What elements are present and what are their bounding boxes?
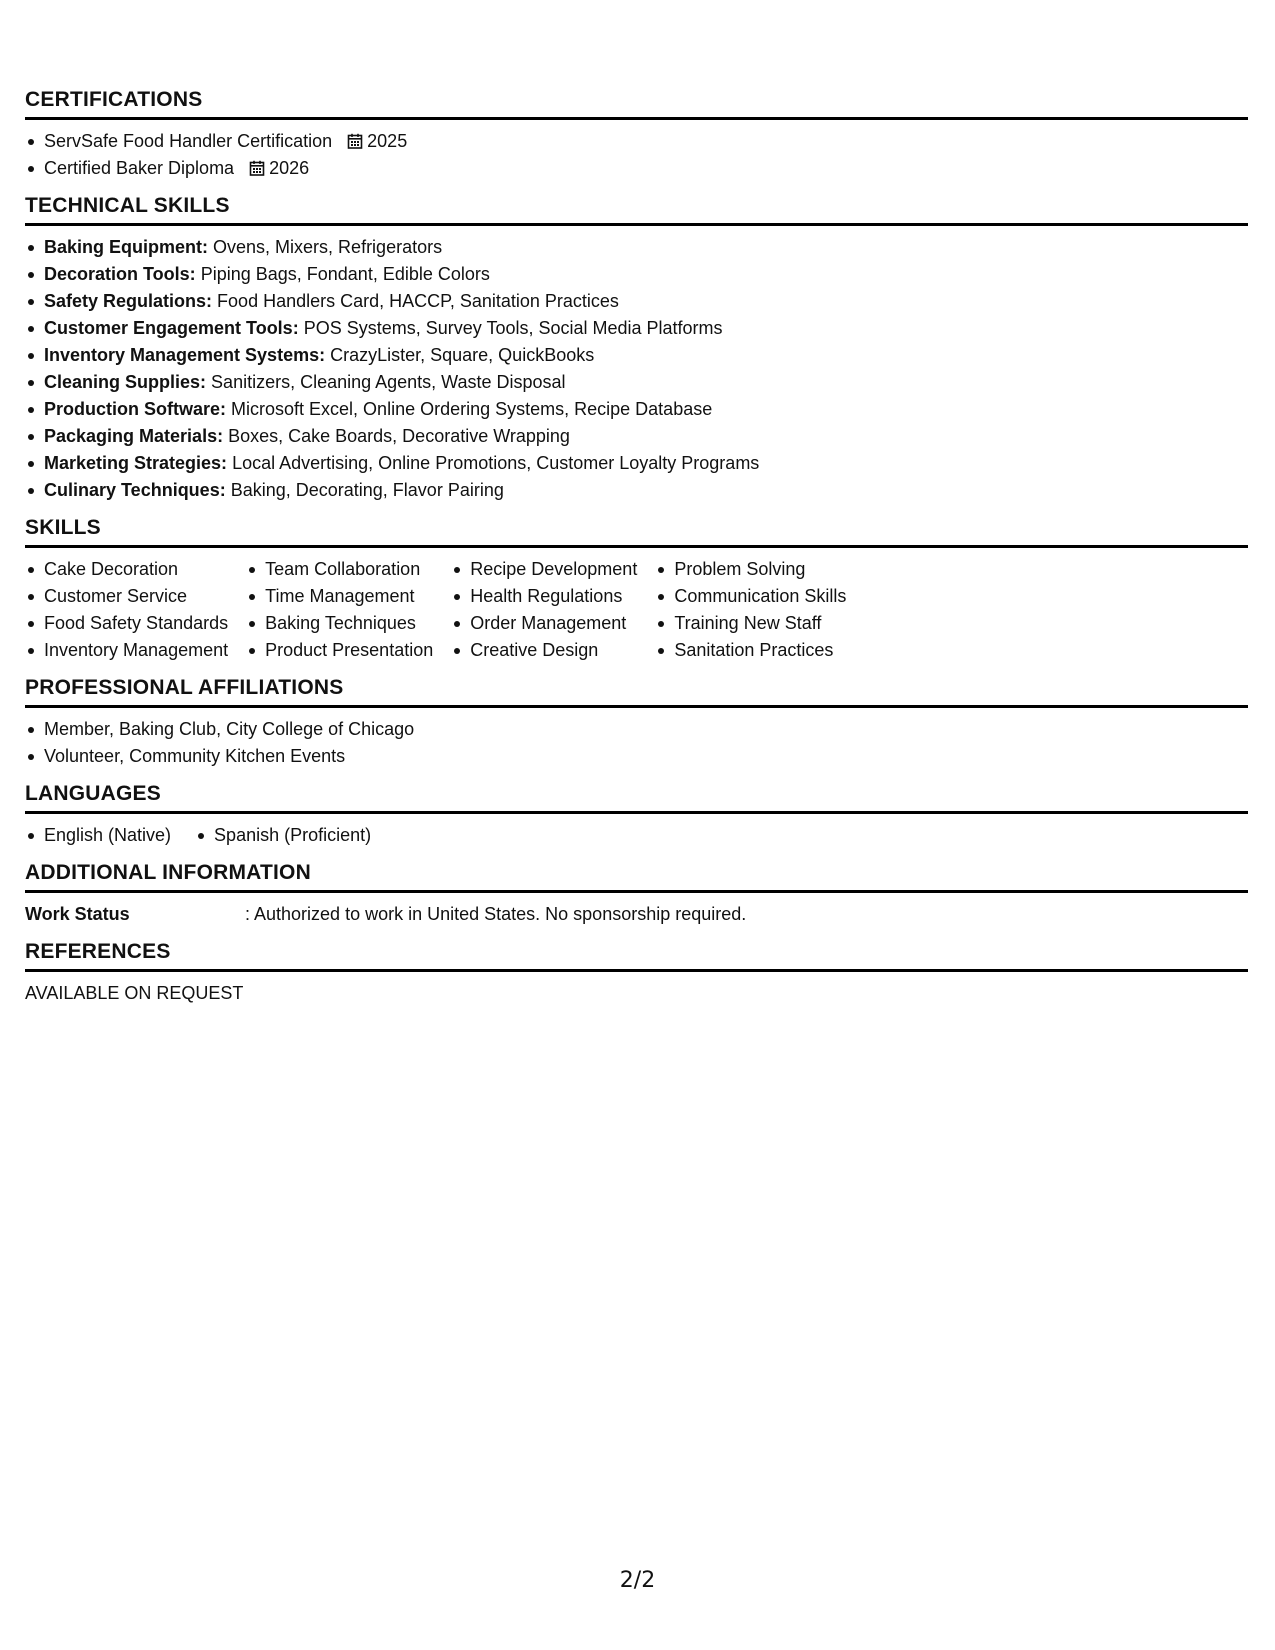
resume-page (25, 88, 1248, 1019)
technical-skills-list (25, 234, 1248, 504)
skill-values: Boxes, Cake Boards, Decorative Wrapping (228, 426, 570, 446)
skill-category: Marketing Strategies: (44, 453, 228, 473)
list-item (25, 288, 1248, 315)
list-item (25, 155, 1248, 182)
list-item: Time Management (246, 583, 433, 610)
list-item: Food Safety Standards (25, 610, 228, 637)
list-item: Problem Solving (655, 556, 846, 583)
work-status-value: : Authorized to work in United States. No sponsorship required. (245, 904, 747, 924)
list-item (25, 369, 1248, 396)
list-item (25, 128, 1248, 155)
skill-values: Microsoft Excel, Online Ordering Systems, Recipe Database (231, 399, 713, 419)
section-title: TECHNICAL SKILLS (25, 194, 1248, 226)
list-item: Baking Techniques (246, 610, 433, 637)
work-status-row (25, 901, 1248, 928)
list-item: Sanitation Practices (655, 637, 846, 664)
skill-values: Baking, Decorating, Flavor Pairing (230, 480, 504, 500)
list-item: Order Management (451, 610, 637, 637)
list-item (25, 234, 1248, 261)
list-item: Cake Decoration (25, 556, 228, 583)
skill-category: Decoration Tools: (44, 264, 196, 284)
references-section (25, 940, 1248, 1007)
list-item: Recipe Development (451, 556, 637, 583)
languages-list (25, 822, 1248, 849)
section-title: PROFESSIONAL AFFILIATIONS (25, 676, 1248, 708)
skill-category: Production Software: (44, 399, 227, 419)
skill-values: Local Advertising, Online Promotions, Customer Loyalty Programs (232, 453, 760, 473)
skills-column (25, 556, 228, 664)
languages-section (25, 782, 1248, 849)
skills-section (25, 516, 1248, 664)
work-status-label: Work Status (25, 904, 130, 924)
skills-column (451, 556, 637, 664)
list-item: Volunteer, Community Kitchen Events (25, 743, 1248, 770)
skill-category: Culinary Techniques: (44, 480, 226, 500)
section-title: CERTIFICATIONS (25, 88, 1248, 120)
list-item: Training New Staff (655, 610, 846, 637)
skill-values: Food Handlers Card, HACCP, Sanitation Practices (217, 291, 619, 311)
affiliations-list (25, 716, 1248, 770)
skill-category: Inventory Management Systems: (44, 345, 326, 365)
skills-grid (25, 556, 1248, 664)
list-item: Communication Skills (655, 583, 846, 610)
skill-category: Baking Equipment: (44, 237, 209, 257)
section-title: ADDITIONAL INFORMATION (25, 861, 1248, 893)
list-item: Inventory Management (25, 637, 228, 664)
skill-values: Piping Bags, Fondant, Edible Colors (200, 264, 490, 284)
certifications-list (25, 128, 1248, 182)
skill-category: Cleaning Supplies: (44, 372, 207, 392)
list-item: Creative Design (451, 637, 637, 664)
list-item (25, 477, 1248, 504)
list-item (25, 396, 1248, 423)
skill-category: Customer Engagement Tools: (44, 318, 299, 338)
section-title: LANGUAGES (25, 782, 1248, 814)
skill-category: Safety Regulations: (44, 291, 213, 311)
skills-column (655, 556, 846, 664)
additional-info-section (25, 861, 1248, 928)
list-item: Member, Baking Club, City College of Chicago (25, 716, 1248, 743)
skill-category: Packaging Materials: (44, 426, 224, 446)
section-title: SKILLS (25, 516, 1248, 548)
list-item: English (Native) (25, 822, 171, 849)
certifications-section (25, 88, 1248, 182)
list-item: Customer Service (25, 583, 228, 610)
list-item (25, 315, 1248, 342)
skill-values: Ovens, Mixers, Refrigerators (213, 237, 443, 257)
skill-values: Sanitizers, Cleaning Agents, Waste Disposal (211, 372, 566, 392)
list-item (25, 342, 1248, 369)
affiliations-section (25, 676, 1248, 770)
certification-year: 2026 (269, 158, 310, 178)
references-text: AVAILABLE ON REQUEST (25, 983, 244, 1003)
list-item (25, 261, 1248, 288)
skills-column (246, 556, 433, 664)
page-number: 2/2 (619, 1568, 656, 1593)
section-title: REFERENCES (25, 940, 1248, 972)
technical-skills-section (25, 194, 1248, 504)
list-item: Product Presentation (246, 637, 433, 664)
certification-name: ServSafe Food Handler Certification (44, 131, 333, 151)
skill-values: POS Systems, Survey Tools, Social Media Platforms (303, 318, 723, 338)
list-item: Spanish (Proficient) (195, 822, 371, 849)
skill-values: CrazyLister, Square, QuickBooks (330, 345, 595, 365)
certification-name: Certified Baker Diploma (44, 158, 235, 178)
calendar-icon (249, 160, 265, 176)
list-item: Team Collaboration (246, 556, 433, 583)
list-item: Health Regulations (451, 583, 637, 610)
calendar-icon (347, 133, 363, 149)
list-item (25, 450, 1248, 477)
list-item (25, 423, 1248, 450)
certification-year: 2025 (367, 131, 408, 151)
